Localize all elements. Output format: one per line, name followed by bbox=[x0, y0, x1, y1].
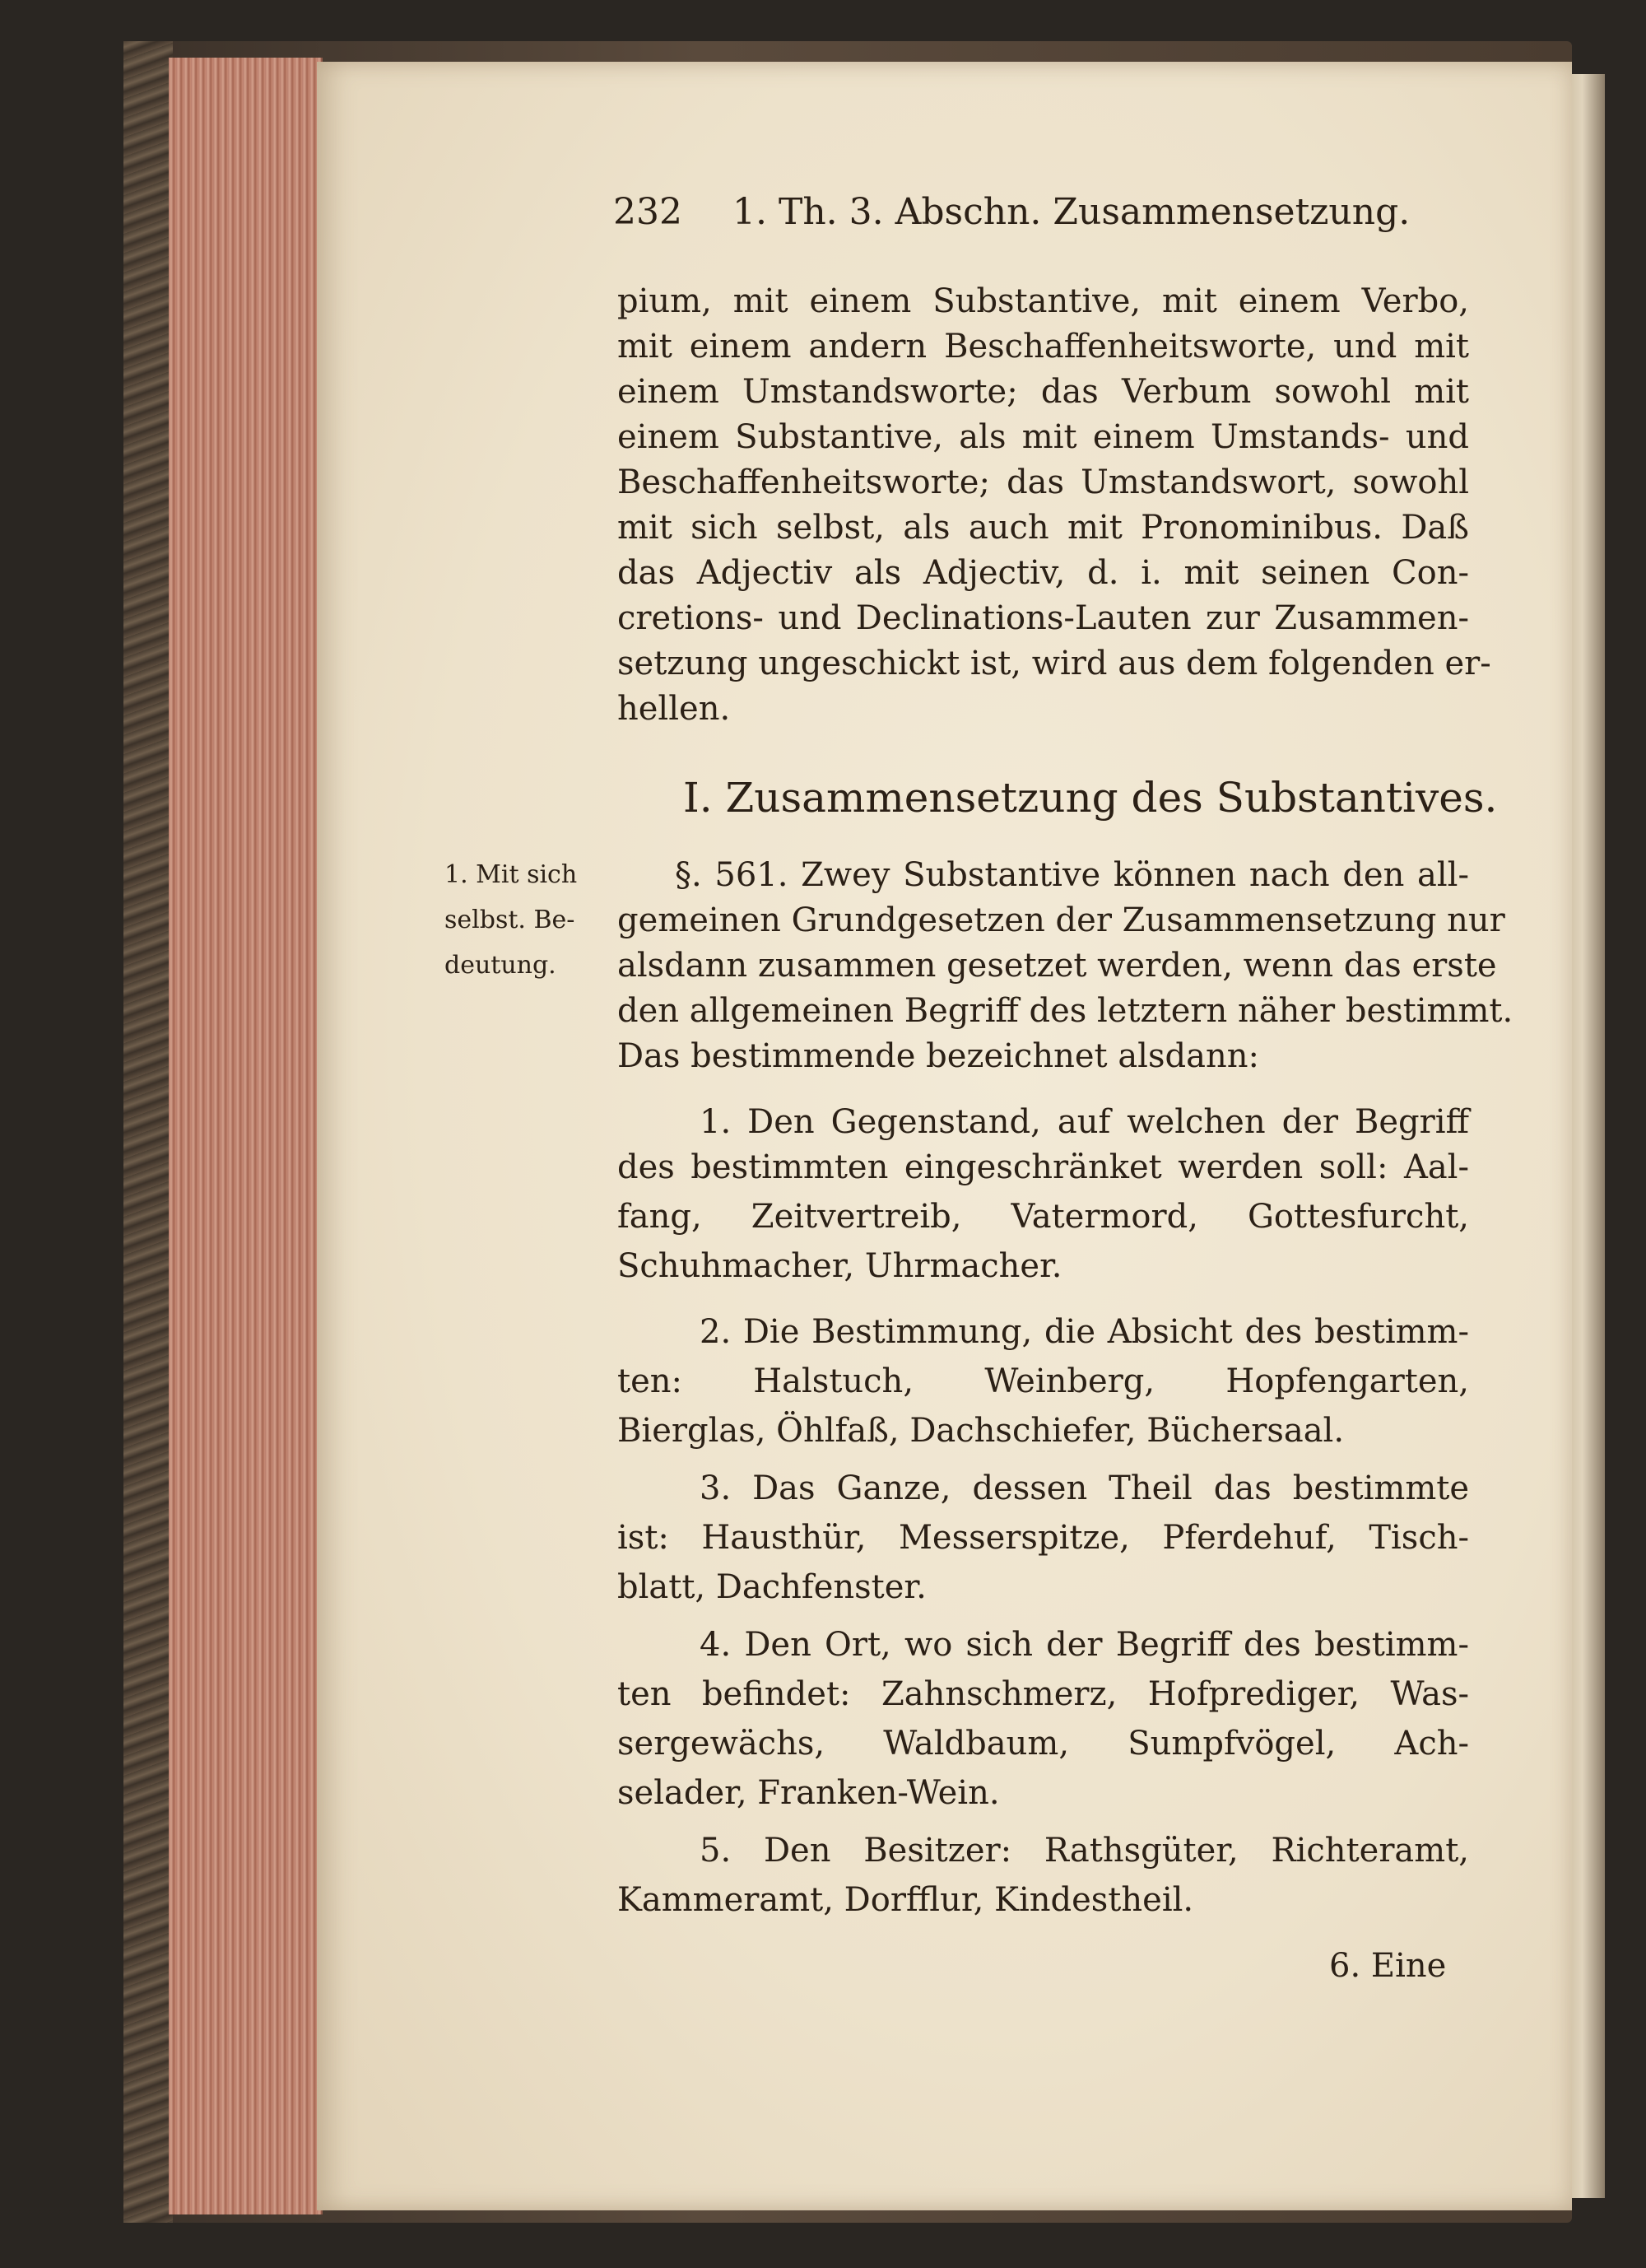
item-line: sergewächs, Waldbaum, Sumpfvögel, Ach- bbox=[617, 1725, 1469, 1763]
page-number: 232 bbox=[613, 191, 682, 233]
continuation-line: setzung ungeschickt ist, wird aus dem folgenden er- bbox=[617, 645, 1491, 682]
continuation-line: einem Umstandsworte; das Verbum sowohl mit bbox=[617, 373, 1469, 411]
catchword: 6. Eine bbox=[1329, 1947, 1447, 1985]
paragraph-561-line: gemeinen Grundgesetzen der Zusammensetzung nur bbox=[617, 901, 1505, 939]
item-line: fang, Zeitvertreib, Vatermord, Gottesfurcht, bbox=[617, 1198, 1469, 1236]
continuation-line: mit sich selbst, als auch mit Pronominibus. Daß bbox=[617, 509, 1469, 547]
item-line: ten: Halstuch, Weinberg, Hopfengarten, bbox=[617, 1362, 1469, 1400]
continuation-line: Beschaffenheitsworte; das Umstandswort, sowohl bbox=[617, 463, 1469, 501]
paragraph-561-line: den allgemeinen Begriff des letztern näher bestimmt. bbox=[617, 992, 1513, 1030]
item-line: Kammeramt, Dorfflur, Kindestheil. bbox=[617, 1881, 1194, 1919]
paragraph-561-line: §. 561. Zwey Substantive können nach den all- bbox=[675, 856, 1469, 894]
item-line: Schuhmacher, Uhrmacher. bbox=[617, 1247, 1062, 1285]
item-line: ist: Hausthür, Messerspitze, Pferdehuf, Tisch- bbox=[617, 1519, 1469, 1557]
continuation-line: einem Substantive, als mit einem Umstands- und bbox=[617, 418, 1469, 456]
item-line: selader, Franken-Wein. bbox=[617, 1774, 1000, 1812]
item-line: Bierglas, Öhlfaß, Dachschiefer, Büchersaal. bbox=[617, 1412, 1345, 1450]
item-line: 2. Die Bestimmung, die Absicht des bestimm- bbox=[700, 1313, 1469, 1351]
continuation-line: hellen. bbox=[617, 690, 731, 728]
item-line: blatt, Dachfenster. bbox=[617, 1568, 927, 1606]
bleed-through-text bbox=[436, 1362, 444, 1390]
item-line: 5. Den Besitzer: Rathsgüter, Richteramt, bbox=[700, 1832, 1469, 1870]
running-title: 1. Th. 3. Abschn. Zusammensetzung. bbox=[732, 191, 1411, 233]
item-line: des bestimmten eingeschränket werden soll: Aal- bbox=[617, 1148, 1469, 1186]
paragraph-561-line: Das bestimmende bezeichnet alsdann: bbox=[617, 1037, 1259, 1075]
item-line: 4. Den Ort, wo sich der Begriff des bestimm- bbox=[700, 1626, 1469, 1664]
paragraph-561-line: alsdann zusammen gesetzet werden, wenn das erste bbox=[617, 947, 1497, 985]
margin-note-line: selbst. Be- bbox=[444, 906, 575, 934]
section-heading: I. Zusammensetzung des Substantives. bbox=[683, 774, 1498, 822]
margin-note-line: deutung. bbox=[444, 951, 556, 980]
marbled-spine bbox=[123, 41, 173, 2223]
item-line: ten befindet: Zahnschmerz, Hofprediger, Was- bbox=[617, 1675, 1469, 1713]
continuation-line: mit einem andern Beschaffenheitsworte, und mit bbox=[617, 328, 1469, 366]
item-line: 3. Das Ganze, dessen Theil das bestimmte bbox=[700, 1469, 1469, 1507]
continuation-line: das Adjectiv als Adjectiv, d. i. mit seinen Con- bbox=[617, 554, 1469, 592]
continuation-line: pium, mit einem Substantive, mit einem Verbo, bbox=[617, 282, 1469, 320]
item-line: 1. Den Gegenstand, auf welchen der Begriff bbox=[700, 1103, 1469, 1141]
continuation-line: cretions- und Declinations-Lauten zur Zusammen- bbox=[617, 599, 1469, 637]
page-edges-red bbox=[169, 58, 323, 2214]
margin-note-line: 1. Mit sich bbox=[444, 860, 578, 889]
